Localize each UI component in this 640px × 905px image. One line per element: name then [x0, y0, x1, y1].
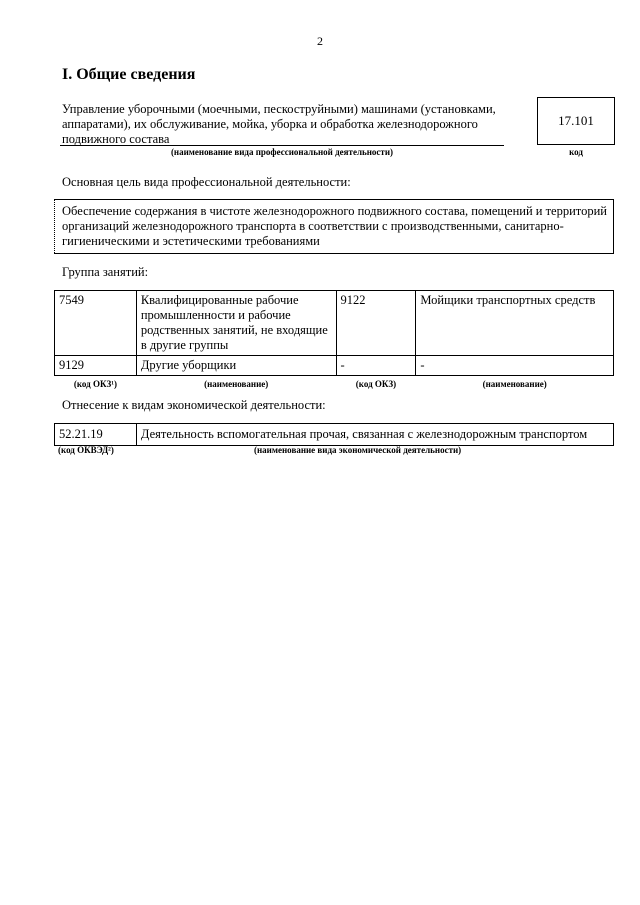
page-number: 2 [317, 34, 323, 48]
section-title: I. Общие сведения [62, 66, 196, 83]
caption-okved-code: (код ОКВЭД²) [58, 445, 114, 455]
okz-code: 9129 [55, 356, 137, 376]
activity-code-caption: код [569, 147, 583, 157]
caption-okz-name: (наименование) [482, 379, 547, 389]
goal-label: Основная цель вида профессиональной деятельности: [62, 175, 351, 189]
activity-underline [60, 145, 504, 146]
okz-name: Другие уборщики [136, 356, 336, 376]
occupation-table [54, 290, 614, 393]
caption-okved-name: (наименование вида экономической деятельности) [254, 445, 462, 455]
activity-name: Управление уборочными (моечными, пескоструйными) машинами (установками, аппаратами), их обслуживание, мойка, уборка и обработка железнодорожного подвижного состава [62, 102, 496, 146]
okved-code: 52.21.19 [55, 424, 137, 446]
caption-okz-name: (наименование) [204, 379, 269, 389]
activity-caption: (наименование вида профессиональной деятельности) [170, 147, 394, 157]
goal-box [54, 199, 614, 254]
okz-name: Мойщики транспортных средств [416, 291, 614, 356]
occupation-captions [55, 376, 614, 394]
okz-name: - [416, 356, 614, 376]
table-row [55, 356, 614, 376]
okz-code: - [336, 356, 416, 376]
caption-okz-code: (код ОКЗ¹) [73, 379, 117, 389]
okved-table [54, 423, 614, 446]
okved-name: Деятельность вспомогательная прочая, связанная с железнодорожным транспортом [136, 424, 613, 446]
activity-code: 17.101 [558, 113, 594, 128]
table-row [55, 424, 614, 446]
table-row [55, 291, 614, 356]
okz-code: 7549 [55, 291, 137, 356]
activity-code-box [537, 97, 615, 145]
caption-okz-code: (код ОКЗ) [355, 379, 397, 389]
okz-name: Квалифицированные рабочие промышленности и рабочие родственных занятий, не входящие в другие группы [136, 291, 336, 356]
okved-label: Отнесение к видам экономической деятельности: [62, 398, 326, 412]
okz-code: 9122 [336, 291, 416, 356]
goal-text: Обеспечение содержания в чистоте железнодорожного подвижного состава, помещений и территорий организаций железнодорожного транспорта в соответствии с производственными, санитарно-гигиеническими и эстетическими требованиями [62, 204, 607, 248]
occupation-group-label: Группа занятий: [62, 265, 149, 279]
